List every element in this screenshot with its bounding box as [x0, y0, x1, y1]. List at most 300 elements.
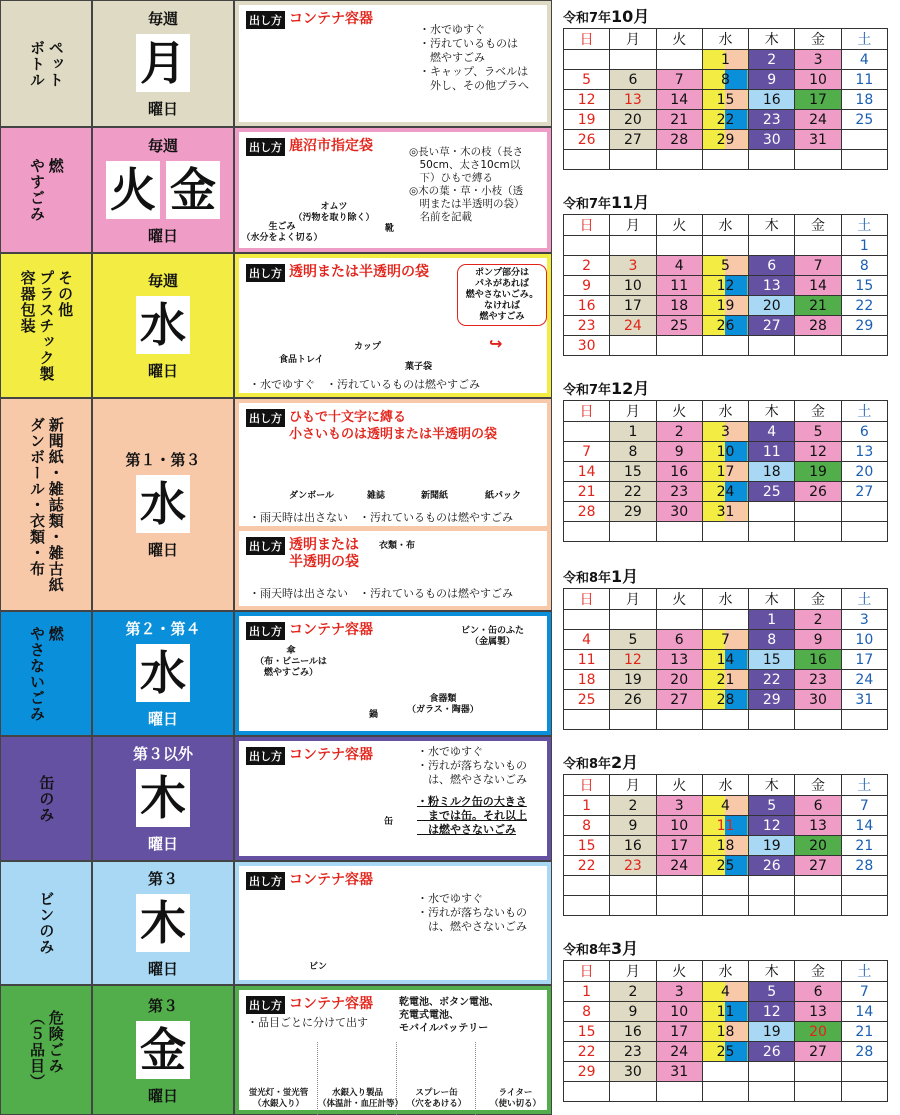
day-cell	[749, 1082, 795, 1102]
weekday-header: 火	[656, 961, 702, 982]
day-cell	[841, 130, 887, 150]
week-row	[564, 256, 888, 276]
day-cell	[749, 876, 795, 896]
collection-day-cell	[92, 127, 234, 253]
frequency-label: 毎週	[147, 136, 178, 155]
day-cell: 7	[795, 256, 841, 276]
weekday-header-row	[564, 401, 888, 422]
weekday-header: 水	[702, 589, 748, 610]
day-cell	[656, 610, 702, 630]
day-cell	[841, 1062, 887, 1082]
disposal-info-panel	[239, 741, 547, 856]
weekday-header-row	[564, 29, 888, 50]
day-cell: 21	[656, 110, 702, 130]
weekday-glyph: 木	[136, 894, 190, 952]
week-row	[564, 896, 888, 916]
weekday-header: 水	[702, 215, 748, 236]
day-cell: 11	[749, 442, 795, 462]
hazard-item-column	[397, 1042, 476, 1115]
day-cell: 13	[749, 276, 795, 296]
category-cell	[0, 127, 92, 253]
disposal-info-panel-secondary	[239, 531, 547, 606]
day-cell: 27	[749, 316, 795, 336]
day-cell: 28	[841, 856, 887, 876]
day-cell: 17	[841, 650, 887, 670]
disposal-method	[246, 996, 373, 1014]
weekday-header: 日	[564, 961, 610, 982]
calendar-grid	[563, 28, 888, 170]
day-cell: 24	[656, 1042, 702, 1062]
month-heading	[563, 6, 888, 28]
method-text-secondary: 透明または 半透明の袋	[289, 537, 359, 570]
day-cell: 14	[795, 276, 841, 296]
weekday-header: 木	[749, 29, 795, 50]
week-row	[564, 1042, 888, 1062]
item-label: 菓子袋	[405, 362, 433, 372]
week-row	[564, 1062, 888, 1082]
weekday-header: 金	[795, 29, 841, 50]
day-cell: 28	[702, 690, 748, 710]
category-cell	[0, 398, 92, 611]
item-label: 紙パック	[485, 491, 522, 501]
day-cell: 22	[841, 296, 887, 316]
day-cell	[749, 502, 795, 522]
weekday-header: 木	[749, 589, 795, 610]
weekday-glyph: 木	[136, 769, 190, 827]
day-cell	[564, 150, 610, 170]
day-cell: 2	[610, 982, 656, 1002]
week-row	[564, 630, 888, 650]
day-cell	[841, 336, 887, 356]
yobi-label: 曜日	[147, 959, 178, 978]
day-cell: 7	[656, 70, 702, 90]
day-cell	[702, 236, 748, 256]
day-cell	[795, 1062, 841, 1082]
category-cell	[0, 861, 92, 985]
day-cell: 28	[841, 1042, 887, 1062]
weekday-header: 火	[656, 589, 702, 610]
day-cell: 5	[795, 422, 841, 442]
weekday-header: 火	[656, 29, 702, 50]
day-cell: 16	[795, 650, 841, 670]
weekday-header: 水	[702, 775, 748, 796]
day-cell: 29	[610, 502, 656, 522]
yobi-label: 曜日	[147, 100, 178, 118]
day-cell: 7	[702, 630, 748, 650]
month-label: 10月	[611, 7, 650, 26]
weekday-header: 月	[610, 775, 656, 796]
day-cell: 2	[795, 610, 841, 630]
era-label: 令和8年	[563, 943, 612, 958]
week-row	[564, 482, 888, 502]
month-calendar	[563, 378, 888, 542]
rule-row	[0, 127, 552, 253]
day-cell: 19	[564, 110, 610, 130]
rule-row	[0, 736, 552, 861]
day-cell: 20	[749, 296, 795, 316]
method-text: コンテナ容器	[289, 872, 373, 888]
weekday-header: 日	[564, 589, 610, 610]
day-cell: 1	[610, 422, 656, 442]
weekday-header: 土	[841, 215, 887, 236]
day-cell: 11	[564, 650, 610, 670]
day-cell: 13	[841, 442, 887, 462]
day-cell: 17	[795, 90, 841, 110]
weekday-header: 日	[564, 401, 610, 422]
month-label: 2月	[611, 753, 639, 772]
day-cell: 6	[795, 982, 841, 1002]
weekday-header: 月	[610, 215, 656, 236]
day-cell: 8	[702, 70, 748, 90]
day-cell: 13	[795, 816, 841, 836]
disposal-info-cell	[234, 127, 552, 253]
method-text: コンテナ容器	[289, 11, 373, 27]
month-label: 11月	[611, 193, 650, 212]
weekday-header: 木	[749, 961, 795, 982]
day-cell: 10	[702, 442, 748, 462]
day-cell: 13	[656, 650, 702, 670]
month-label: 12月	[611, 379, 650, 398]
weekday-glyph: 水	[136, 296, 190, 354]
day-cell	[564, 1082, 610, 1102]
day-cell: 7	[841, 796, 887, 816]
weekday-glyphs	[136, 296, 190, 354]
era-label: 令和7年	[563, 11, 612, 26]
day-cell: 20	[610, 110, 656, 130]
disposal-info-cell	[234, 398, 552, 611]
rule-row	[0, 253, 552, 398]
weekday-header-row	[564, 775, 888, 796]
day-cell: 10	[795, 70, 841, 90]
weekday-header: 水	[702, 401, 748, 422]
week-row	[564, 710, 888, 730]
day-cell: 4	[702, 796, 748, 816]
week-row	[564, 796, 888, 816]
day-cell	[795, 150, 841, 170]
method-tag: 出し方	[246, 138, 285, 156]
day-cell: 11	[702, 816, 748, 836]
weekday-header: 日	[564, 775, 610, 796]
frequency-label: 第１・第３	[125, 451, 201, 469]
day-cell: 29	[841, 316, 887, 336]
collection-day-cell	[92, 398, 234, 611]
day-cell: 12	[610, 650, 656, 670]
disposal-method	[246, 11, 373, 29]
disposal-info-cell	[234, 0, 552, 127]
era-label: 令和8年	[563, 757, 612, 772]
day-cell	[564, 236, 610, 256]
day-cell: 14	[841, 1002, 887, 1022]
week-row	[564, 90, 888, 110]
day-cell: 16	[564, 296, 610, 316]
day-cell: 19	[795, 462, 841, 482]
day-cell: 9	[610, 1002, 656, 1022]
item-label: 水銀入り製品 （体温計・血圧計等）	[318, 1088, 404, 1109]
day-cell: 23	[749, 110, 795, 130]
weekday-header: 月	[610, 401, 656, 422]
rule-row	[0, 611, 552, 736]
method-tag: 出し方	[246, 747, 285, 765]
day-cell: 11	[841, 70, 887, 90]
rule-row	[0, 861, 552, 985]
day-cell	[564, 710, 610, 730]
weekday-header: 火	[656, 401, 702, 422]
day-cell: 5	[749, 982, 795, 1002]
weekday-header: 金	[795, 401, 841, 422]
item-label: 食品トレイ	[279, 355, 324, 365]
weekday-header: 土	[841, 589, 887, 610]
day-cell	[656, 896, 702, 916]
day-cell: 3	[795, 50, 841, 70]
day-cell	[702, 150, 748, 170]
calendar-grid	[563, 960, 888, 1102]
day-cell: 12	[749, 816, 795, 836]
day-cell: 26	[610, 690, 656, 710]
day-cell: 9	[795, 630, 841, 650]
category-label: 缶のみ	[37, 774, 56, 823]
weekday-glyphs	[136, 894, 190, 952]
weekday-header-row	[564, 215, 888, 236]
day-cell: 15	[610, 462, 656, 482]
day-cell: 23	[564, 316, 610, 336]
month-heading	[563, 192, 888, 214]
day-cell: 18	[841, 90, 887, 110]
category-label: その他 プラスチック製 容器包装	[18, 269, 75, 382]
week-row	[564, 522, 888, 542]
day-cell: 9	[749, 70, 795, 90]
footer-note: ・水でゆすぐ ・汚れているものは燃やすごみ	[249, 378, 480, 391]
item-label: ビン・缶のふた （金属製）	[461, 626, 525, 647]
day-cell: 15	[749, 650, 795, 670]
day-cell: 19	[749, 1022, 795, 1042]
item-label: 傘 （布・ビニールは 燃やすごみ）	[255, 646, 327, 678]
day-cell	[564, 50, 610, 70]
week-row	[564, 502, 888, 522]
weekday-glyphs	[136, 644, 190, 702]
instruction-note: ・水でゆすぐ ・汚れが落ちないもの は、燃やさないごみ	[417, 745, 527, 786]
day-cell	[841, 876, 887, 896]
day-cell: 10	[656, 1002, 702, 1022]
hazard-item-column	[239, 1042, 318, 1115]
day-cell: 14	[841, 816, 887, 836]
day-cell: 8	[564, 1002, 610, 1022]
week-row	[564, 670, 888, 690]
disposal-info-panel	[239, 258, 547, 393]
week-row	[564, 130, 888, 150]
era-label: 令和7年	[563, 197, 612, 212]
day-cell: 3	[610, 256, 656, 276]
weekday-header: 金	[795, 589, 841, 610]
day-cell: 21	[702, 670, 748, 690]
day-cell: 23	[795, 670, 841, 690]
frequency-label: 第３	[147, 869, 178, 888]
era-label: 令和8年	[563, 571, 612, 586]
week-row	[564, 690, 888, 710]
disposal-method	[246, 872, 373, 890]
yobi-label: 曜日	[147, 1086, 178, 1105]
weekday-header: 金	[795, 215, 841, 236]
day-cell: 21	[564, 482, 610, 502]
day-cell	[795, 1082, 841, 1102]
month-heading	[563, 566, 888, 588]
day-cell: 29	[749, 690, 795, 710]
month-calendar	[563, 938, 888, 1102]
day-cell	[795, 710, 841, 730]
yobi-label: 曜日	[147, 362, 178, 380]
week-row	[564, 816, 888, 836]
item-label: スプレー缶 （穴をあける）	[406, 1088, 467, 1109]
week-row	[564, 336, 888, 356]
day-cell: 30	[564, 336, 610, 356]
method-tag: 出し方	[246, 264, 285, 282]
day-cell	[610, 336, 656, 356]
instruction-note: ・水でゆすぐ ・汚れているものは 燃やすごみ ・キャップ、ラベルは 外し、その他プラへ	[419, 23, 529, 92]
weekday-header: 金	[795, 775, 841, 796]
day-cell: 13	[795, 1002, 841, 1022]
weekday-glyph: 金	[166, 161, 220, 219]
weekday-header: 木	[749, 401, 795, 422]
day-cell: 15	[702, 90, 748, 110]
day-cell: 14	[702, 650, 748, 670]
day-cell: 18	[749, 462, 795, 482]
day-cell: 4	[564, 630, 610, 650]
method-text: 透明または半透明の袋	[289, 264, 429, 280]
weekday-glyphs	[136, 1021, 190, 1079]
day-cell: 21	[841, 1022, 887, 1042]
day-cell	[610, 236, 656, 256]
weekday-header: 日	[564, 29, 610, 50]
day-cell: 31	[702, 502, 748, 522]
week-row	[564, 1002, 888, 1022]
week-row	[564, 110, 888, 130]
day-cell: 12	[564, 90, 610, 110]
instruction-note: ◎長い草・木の枝（長さ 50cm、太さ10cm以 下）ひもで縛る ◎木の葉・草・小枝（透 明または半透明の袋） 名前を記載	[409, 146, 525, 223]
weekday-header-row	[564, 589, 888, 610]
day-cell: 3	[841, 610, 887, 630]
method-tag: 出し方	[246, 996, 285, 1014]
day-cell: 8	[610, 442, 656, 462]
category-label: 新聞紙・雑誌類・雑古紙 ダンボール・衣類・布	[28, 416, 65, 593]
day-cell	[749, 522, 795, 542]
day-cell: 2	[610, 796, 656, 816]
method-text: コンテナ容器	[289, 747, 373, 763]
day-cell: 26	[564, 130, 610, 150]
day-cell: 5	[702, 256, 748, 276]
day-cell: 1	[841, 236, 887, 256]
day-cell: 31	[795, 130, 841, 150]
month-heading	[563, 752, 888, 774]
method-tag: 出し方	[246, 622, 285, 640]
week-row	[564, 50, 888, 70]
day-cell	[656, 710, 702, 730]
day-cell: 1	[702, 50, 748, 70]
frequency-label: 第３以外	[132, 745, 193, 763]
week-row	[564, 316, 888, 336]
day-cell: 4	[656, 256, 702, 276]
footer-note: ・雨天時は出さない ・汚れているものは燃やすごみ	[249, 587, 513, 600]
week-row	[564, 1082, 888, 1102]
day-cell: 15	[564, 836, 610, 856]
day-cell: 20	[795, 1022, 841, 1042]
day-cell: 25	[749, 482, 795, 502]
day-cell	[656, 522, 702, 542]
day-cell	[841, 150, 887, 170]
day-cell	[564, 522, 610, 542]
collection-day-cell	[92, 736, 234, 861]
day-cell	[749, 896, 795, 916]
weekday-header: 金	[795, 961, 841, 982]
day-cell: 1	[564, 796, 610, 816]
day-cell: 16	[610, 1022, 656, 1042]
weekday-header: 土	[841, 961, 887, 982]
day-cell: 9	[656, 442, 702, 462]
day-cell: 8	[841, 256, 887, 276]
day-cell: 25	[702, 1042, 748, 1062]
day-cell: 20	[656, 670, 702, 690]
day-cell	[656, 336, 702, 356]
day-cell: 6	[656, 630, 702, 650]
day-cell: 18	[656, 296, 702, 316]
weekday-header-row	[564, 961, 888, 982]
day-cell: 24	[795, 110, 841, 130]
item-label: 生ごみ （水分をよく切る）	[241, 222, 323, 243]
day-cell	[656, 50, 702, 70]
day-cell	[564, 422, 610, 442]
week-row	[564, 296, 888, 316]
item-label: オムツ （汚物を取り除く）	[293, 202, 375, 223]
day-cell: 25	[564, 690, 610, 710]
day-cell: 23	[610, 1042, 656, 1062]
disposal-method	[246, 622, 373, 640]
day-cell: 27	[795, 1042, 841, 1062]
disposal-method	[246, 264, 429, 282]
week-row	[564, 650, 888, 670]
day-cell: 30	[795, 690, 841, 710]
week-row	[564, 422, 888, 442]
weekday-glyph: 水	[136, 475, 190, 533]
day-cell: 18	[702, 836, 748, 856]
frequency-label: 毎週	[147, 272, 178, 290]
week-row	[564, 876, 888, 896]
hazard-item-column	[476, 1042, 555, 1115]
weekday-header: 月	[610, 961, 656, 982]
collection-day-cell	[92, 611, 234, 736]
day-cell: 16	[610, 836, 656, 856]
day-cell: 7	[841, 982, 887, 1002]
instruction-note: ・水でゆすぐ ・汚れが落ちないもの は、燃やさないごみ	[417, 892, 527, 933]
method-tag: 出し方	[246, 872, 285, 890]
day-cell: 16	[749, 90, 795, 110]
method-tag: 出し方	[246, 11, 285, 29]
day-cell: 4	[702, 982, 748, 1002]
day-cell: 8	[749, 630, 795, 650]
disposal-method	[246, 747, 373, 765]
day-cell	[656, 1082, 702, 1102]
day-cell: 25	[702, 856, 748, 876]
weekday-glyphs	[136, 769, 190, 827]
month-label: 1月	[611, 567, 639, 586]
disposal-info-cell	[234, 253, 552, 398]
frequency-label: 第３	[147, 996, 178, 1015]
day-cell	[795, 896, 841, 916]
day-cell: 27	[610, 130, 656, 150]
day-cell: 26	[749, 1042, 795, 1062]
category-cell	[0, 736, 92, 861]
week-row	[564, 982, 888, 1002]
day-cell	[795, 336, 841, 356]
category-label: 燃 やすごみ	[28, 158, 65, 222]
sub-instruction: ・品目ごとに分けて出す	[247, 1016, 368, 1029]
